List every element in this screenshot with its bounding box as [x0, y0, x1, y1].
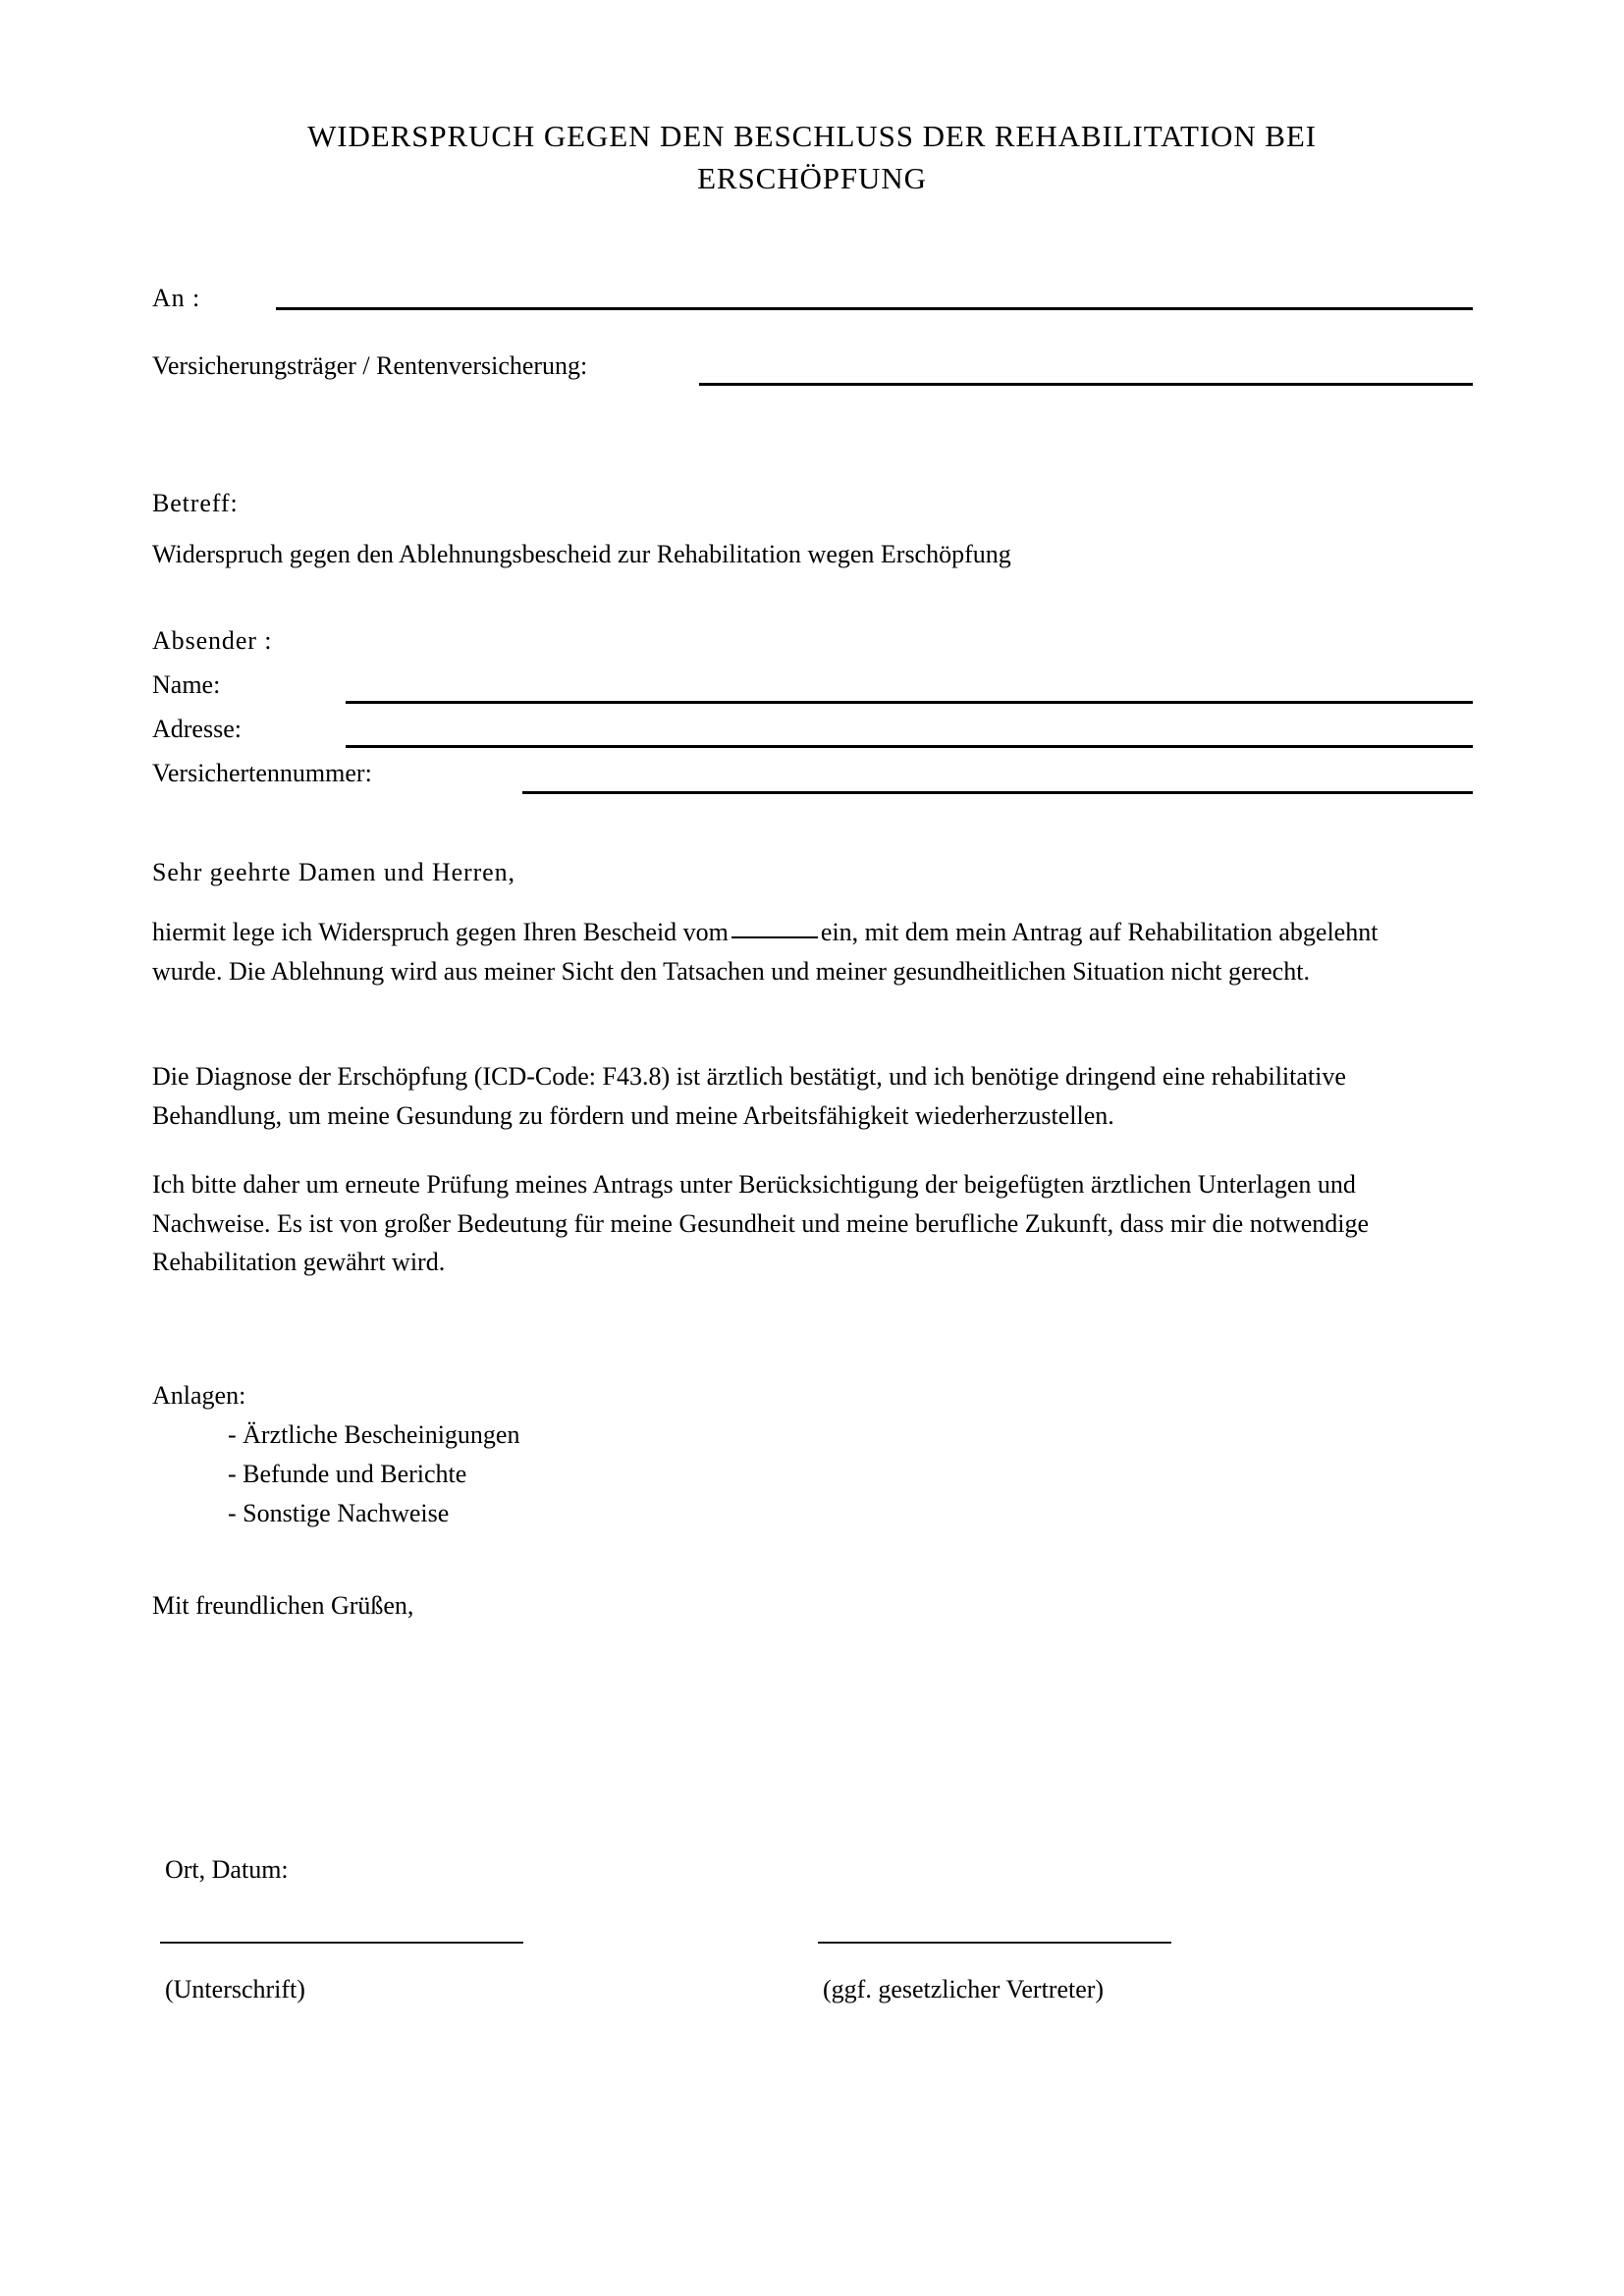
- letter-paragraph-2: Die Diagnose der Erschöpfung (ICD-Code: F43.8) ist ärztlich bestätigt, und ich benötige dringend eine rehabilitative Behandlung, um meine Gesundung zu fördern und meine Arbeitsfähigkeit wiederherzustellen.: [152, 1062, 1346, 1130]
- recipient-an-label: An :: [152, 284, 201, 312]
- attachment-item: - Ärztliche Bescheinigungen: [228, 1420, 520, 1449]
- paragraph-1-after-blank: ein, mit dem mein Antrag auf Rehabilitation abgelehnt wurde. Die Ablehnung wird aus meiner Sicht den Tatsachen und meiner gesundheitlichen Situation nicht gerecht.: [152, 918, 1379, 986]
- sender-name-label: Name:: [152, 670, 221, 699]
- date-blank-field[interactable]: [731, 936, 818, 938]
- page-title: WIDERSPRUCH GEGEN DEN BESCHLUSS DER REHABILITATION BEI ERSCHÖPFUNG: [307, 119, 1317, 195]
- signature-line-right[interactable]: [818, 1942, 1171, 1944]
- attachment-item: - Sonstige Nachweise: [228, 1499, 450, 1527]
- attachments-heading: Anlagen:: [152, 1381, 246, 1410]
- recipient-an-rule[interactable]: [276, 307, 1473, 310]
- subject-label: Betreff:: [152, 489, 239, 517]
- letter-paragraph-3: Ich bitte daher um erneute Prüfung meines Antrags unter Berücksichtigung der beigefügten ärztlichen Unterlagen und Nachweise. Es ist von großer Bedeutung für meine Gesundheit und meine berufliche Zukunft, dass mir die notwendige Rehabilitation gewährt wird.: [152, 1170, 1370, 1277]
- sender-address-label: Adresse:: [152, 715, 242, 743]
- place-date-label: Ort, Datum:: [165, 1855, 289, 1884]
- paragraph-1-before-blank: hiermit lege ich Widerspruch gegen Ihren Bescheid vom: [152, 918, 729, 946]
- recipient-insurer-rule[interactable]: [699, 383, 1473, 386]
- signature-caption-right: (ggf. gesetzlicher Vertreter): [823, 1975, 1105, 2003]
- letter-closing: Mit freundlichen Grüßen,: [152, 1591, 414, 1620]
- sender-insurance-number-label: Versichertennummer:: [152, 759, 372, 787]
- salutation: Sehr geehrte Damen und Herren,: [152, 858, 515, 886]
- sender-name-rule[interactable]: [346, 701, 1473, 704]
- sender-heading: Absender :: [152, 626, 273, 655]
- subject-text: Widerspruch gegen den Ablehnungsbescheid zur Rehabilitation wegen Erschöpfung: [152, 540, 1011, 568]
- sender-insurance-number-rule[interactable]: [522, 791, 1473, 794]
- attachment-item: - Befunde und Berichte: [228, 1460, 467, 1488]
- signature-line-left[interactable]: [160, 1942, 523, 1944]
- recipient-insurer-label: Versicherungsträger / Rentenversicherung:: [152, 351, 588, 380]
- letter-paragraph-1: [152, 913, 1419, 990]
- signature-caption-left: (Unterschrift): [165, 1975, 305, 2003]
- sender-address-rule[interactable]: [346, 745, 1473, 748]
